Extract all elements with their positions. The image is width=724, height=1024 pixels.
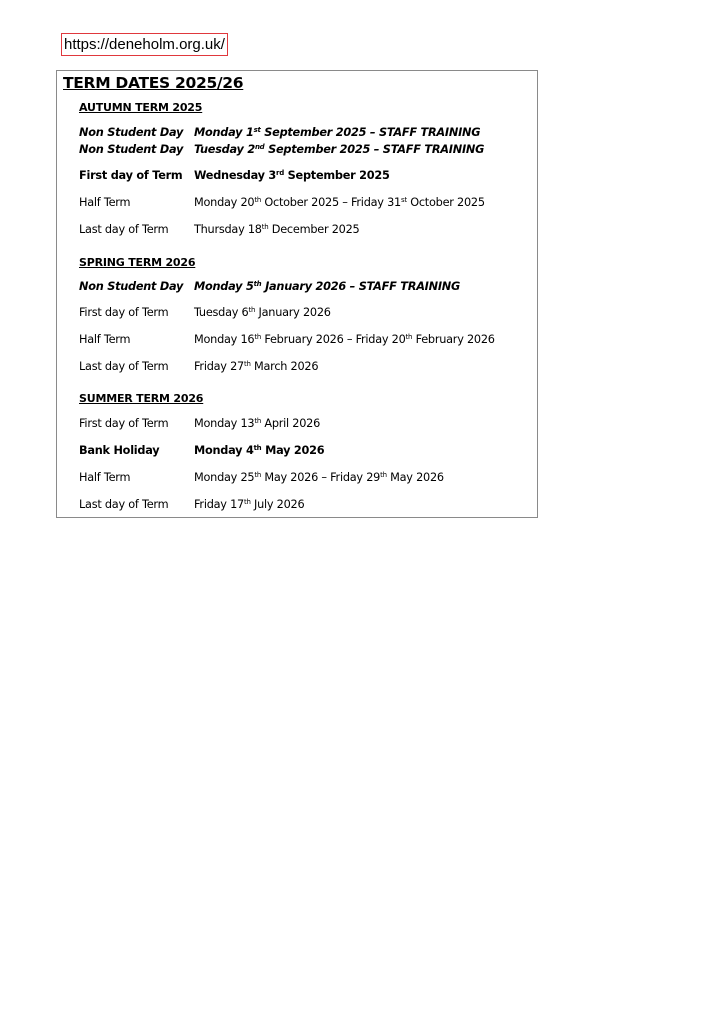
row-value: Thursday 18th December 2025: [194, 223, 360, 236]
row-value: Tuesday 2nd September 2025 – STAFF TRAINING: [194, 143, 485, 156]
summer-term-heading: SUMMER TERM 2026: [79, 392, 204, 405]
document-title: TERM DATES 2025/26: [63, 74, 244, 92]
row-value: Friday 27th March 2026: [194, 360, 319, 373]
row-label: Last day of Term: [79, 360, 169, 373]
row-label: First day of Term: [79, 417, 169, 430]
row-label: Half Term: [79, 196, 131, 209]
row-value: Monday 5th January 2026 – STAFF TRAINING: [194, 280, 461, 293]
row-value: Monday 16th February 2026 – Friday 20th February 2026: [194, 333, 495, 346]
term-dates-panel: [56, 70, 538, 518]
row-value: Friday 17th July 2026: [194, 498, 305, 511]
row-label: First day of Term: [79, 306, 169, 319]
row-label: Half Term: [79, 471, 131, 484]
row-label: First day of Term: [79, 169, 183, 182]
row-label: Non Student Day: [79, 126, 184, 139]
row-value: Monday 13th April 2026: [194, 417, 321, 430]
row-label: Non Student Day: [79, 143, 184, 156]
row-label: Last day of Term: [79, 223, 169, 236]
autumn-term-heading: AUTUMN TERM 2025: [79, 101, 203, 114]
row-value: Tuesday 6th January 2026: [194, 306, 331, 319]
row-value: Monday 1st September 2025 – STAFF TRAINING: [194, 126, 481, 139]
source-url-link[interactable]: https://deneholm.org.uk/: [61, 33, 228, 56]
row-label: Last day of Term: [79, 498, 169, 511]
row-label: Bank Holiday: [79, 444, 160, 457]
row-label: Non Student Day: [79, 280, 184, 293]
row-label: Half Term: [79, 333, 131, 346]
row-value: Monday 25th May 2026 – Friday 29th May 2026: [194, 471, 444, 484]
row-value: Monday 4th May 2026: [194, 444, 325, 457]
row-value: Monday 20th October 2025 – Friday 31st October 2025: [194, 196, 485, 209]
row-value: Wednesday 3rd September 2025: [194, 169, 390, 182]
spring-term-heading: SPRING TERM 2026: [79, 256, 196, 269]
